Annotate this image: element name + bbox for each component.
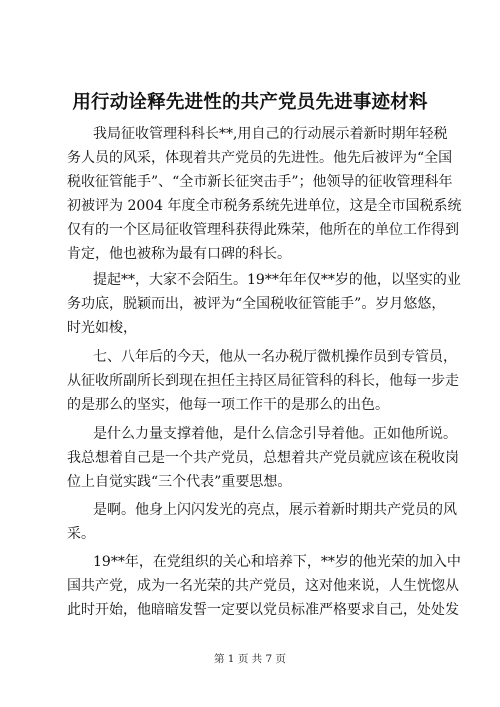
paragraph-line: 国共产党，成为一名光荣的共产党员，这对他来说，人生恍惚从: [67, 578, 459, 594]
paragraph-line: 从征收所副所长到现在担任主持区局征管科的科长，他每一步走: [67, 373, 459, 389]
paragraph-line: 此时开始，他暗暗发誓一定要以党员标准严格要求自己，处处发: [67, 602, 459, 618]
paragraph-line: 采。: [67, 526, 95, 542]
paragraph-line: 仅有的一个区局征收管理科获得此殊荣，他所在的单位工作得到: [67, 222, 459, 238]
paragraph-line: 位上自觉实践“三个代表”重要思想。: [67, 474, 292, 490]
paragraph-line: 是什么力量支撑着他，是什么信念引导着他。正如他所说。: [93, 426, 457, 442]
paragraph-line: 初被评为 2004 年度全市税务系统先进单位，这是全市国税系统: [67, 198, 462, 214]
paragraph-line: 务人员的风采，体现着共产党员的先进性。他先后被评为“全国: [67, 150, 453, 166]
paragraph-line: 肯定，他也被称为最有口碑的科长。: [67, 246, 291, 262]
paragraph-line: 务功底，脱颖而出，被评为“全国税收征管能手”。岁月悠悠，: [67, 296, 446, 312]
paragraph-line: 我局征收管理科科长**,用自己的行动展示着新时期年轻税: [93, 126, 448, 142]
paragraph-line: 是啊。他身上闪闪发光的亮点，展示着新时期共产党员的风: [93, 502, 457, 518]
paragraph-line: 19**年，在党组织的关心和培养下，**岁的他光荣的加入中: [93, 554, 461, 570]
page-number-footer: 第 1 页 共 7 页: [213, 653, 287, 665]
paragraph-line: 的是那么的坚实，他每一项工作干的是那么的出色。: [67, 397, 389, 413]
paragraph-line: 税收征管能手”、“全市新长征突击手”；他领导的征收管理科年: [67, 174, 453, 190]
document-title: 用行动诠释先进性的共产党员先进事迹材料: [72, 92, 428, 113]
paragraph-line: 七、八年后的今天，他从一名办税厅微机操作员到专管员，: [93, 349, 457, 365]
paragraph-line: 时光如梭，: [67, 320, 137, 336]
paragraph-line: 提起**，大家不会陌生。19**年年仅**岁的他，以坚实的业: [93, 272, 461, 288]
paragraph-line: 我总想着自己是一个共产党员，总想着共产党员就应该在税收岗: [67, 450, 459, 466]
